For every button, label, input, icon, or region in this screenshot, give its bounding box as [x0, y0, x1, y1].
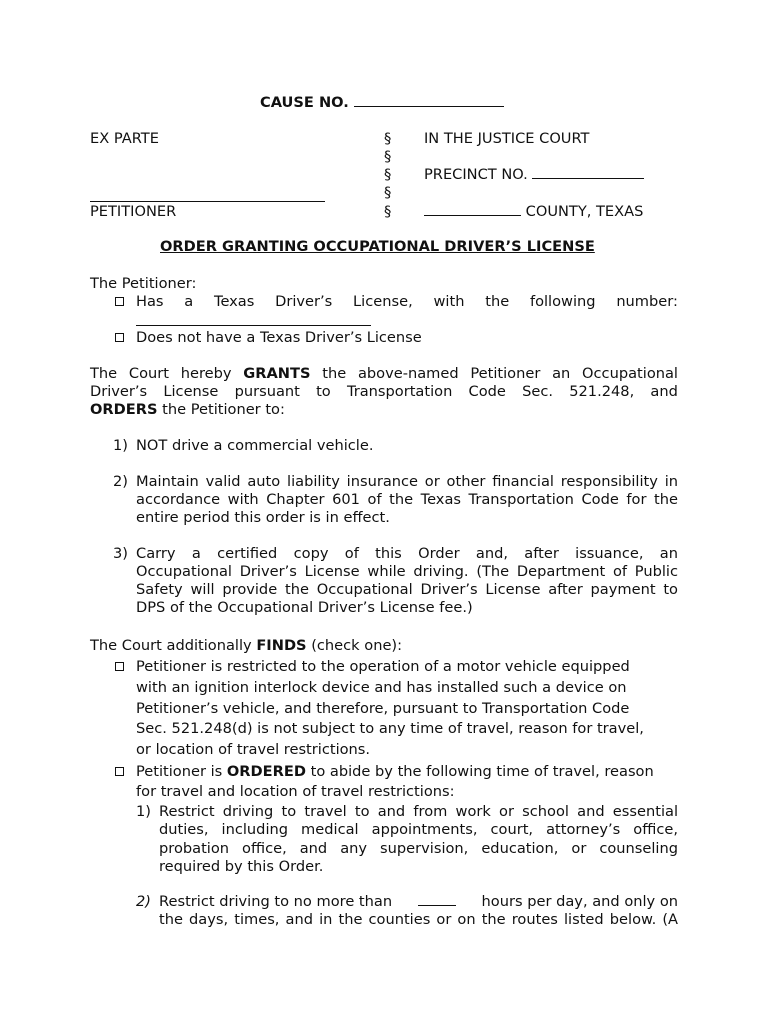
word: License, — [353, 293, 413, 310]
section-symbol: § — [384, 148, 392, 165]
word: Court — [128, 365, 169, 382]
petitioner-name-blank[interactable] — [90, 201, 325, 202]
restriction-1-line: Restrict driving to travel to and from work or school and essential — [159, 803, 678, 820]
word: hereby — [180, 365, 232, 382]
no-license-checkbox[interactable] — [115, 333, 124, 342]
section-symbol: § — [384, 130, 392, 147]
ordered-keyword: ORDERED — [226, 763, 306, 780]
word: a — [184, 293, 194, 310]
restrictions-text: Petitioner is — [136, 763, 227, 780]
grant-line-1 — [90, 365, 678, 383]
petitioner-label: PETITIONER — [90, 203, 177, 220]
grants-keyword: GRANTS — [243, 365, 311, 382]
restriction-2-text: Restrict driving to no more than — [159, 893, 393, 910]
word: the — [322, 365, 347, 382]
order-number: 3) — [113, 545, 128, 562]
section-symbol: § — [384, 184, 392, 201]
ex-parte-label: EX PARTE — [90, 130, 159, 147]
interlock-line: Petitioner’s vehicle, and therefore, pursuant to Transportation Code — [136, 700, 630, 717]
restrictions-checkbox[interactable] — [115, 767, 124, 776]
grant-line-3-text: the Petitioner to: — [157, 401, 285, 418]
precinct — [424, 166, 644, 184]
restriction-number: 2) — [136, 893, 151, 910]
cause-number-label: CAUSE NO. — [260, 94, 349, 111]
word: Transportation — [346, 383, 453, 400]
word: following — [529, 293, 596, 310]
orders-keyword: ORDERS — [90, 401, 158, 418]
word: Sec. — [522, 383, 554, 400]
precinct-blank[interactable] — [532, 166, 644, 179]
word: 521.248, — [569, 383, 635, 400]
restrictions-line — [136, 763, 654, 781]
order-3-line: DPS of the Occupational Driver’s License fee.) — [136, 599, 473, 616]
precinct-label: PRECINCT NO. — [424, 166, 528, 183]
restriction-1-line: required by this Order. — [159, 858, 324, 875]
finds-intro — [90, 637, 402, 655]
restriction-2-line-2: the days, times, and in the counties or on the routes listed below. (A — [159, 911, 678, 928]
word: above-named — [357, 365, 459, 382]
order-3-line: Occupational Driver’s License while driving. (The Department of Public — [136, 563, 678, 580]
word: the — [485, 293, 510, 310]
order-number: 1) — [113, 437, 128, 454]
grant-line-2 — [90, 383, 678, 401]
county — [424, 203, 643, 221]
word: to — [316, 383, 331, 400]
restriction-2-text: hours per day, and only on — [481, 893, 678, 910]
word: and — [650, 383, 678, 400]
restrictions-text: to abide by the following time of travel, reason — [305, 763, 654, 780]
order-3-line: Safety will provide the Occupational Driver’s License after payment to — [136, 581, 678, 598]
restrictions-line: for travel and location of travel restrictions: — [136, 783, 455, 800]
word: number: — [616, 293, 678, 310]
section-symbol: § — [384, 166, 392, 183]
section-symbol: § — [384, 203, 392, 220]
petitioner-section-label: The Petitioner: — [90, 275, 197, 292]
word: License — [163, 383, 219, 400]
hours-per-day-blank[interactable] — [418, 893, 456, 906]
restriction-1-line: duties, including medical appointments, court, attorney’s office, — [159, 821, 678, 838]
word: an — [552, 365, 571, 382]
cause-number-blank[interactable] — [354, 94, 504, 107]
word: Code — [468, 383, 506, 400]
county-blank[interactable] — [424, 203, 521, 216]
interlock-line: with an ignition interlock device and has installed such a device on — [136, 679, 627, 696]
word: Driver’s — [275, 293, 333, 310]
word: Occupational — [582, 365, 678, 382]
restriction-2-line-1 — [159, 893, 678, 911]
license-number-blank[interactable] — [136, 325, 371, 326]
county-label: COUNTY, TEXAS — [525, 203, 644, 220]
restriction-1-line: probation office, and any supervision, education, or counseling — [159, 840, 678, 857]
finds-intro-text: The Court additionally — [90, 637, 257, 654]
order-number: 2) — [113, 473, 128, 490]
word: Texas — [214, 293, 255, 310]
court-name: IN THE JUSTICE COURT — [424, 130, 590, 147]
word: Has — [136, 293, 164, 310]
has-license-checkbox[interactable] — [115, 297, 124, 306]
word: Petitioner — [470, 365, 541, 382]
interlock-line: Sec. 521.248(d) is not subject to any time of travel, reason for travel, — [136, 720, 644, 737]
interlock-line: Petitioner is restricted to the operation of a motor vehicle equipped — [136, 658, 630, 675]
order-2-line: entire period this order is in effect. — [136, 509, 390, 526]
order-2-line: accordance with Chapter 601 of the Texas Transportation Code for the — [136, 491, 678, 508]
word: Driver’s — [90, 383, 148, 400]
order-3-line: Carry a certified copy of this Order and, after issuance, an — [136, 545, 678, 562]
page-title: ORDER GRANTING OCCUPATIONAL DRIVER’S LICENSE — [160, 238, 595, 255]
has-license-option — [136, 293, 678, 311]
order-2-line: Maintain valid auto liability insurance or other financial responsibility in — [136, 473, 678, 490]
order-1-text: NOT drive a commercial vehicle. — [136, 437, 374, 454]
grant-line-3 — [90, 401, 285, 419]
word: with — [433, 293, 465, 310]
finds-keyword: FINDS — [256, 637, 307, 654]
restriction-number: 1) — [136, 803, 151, 820]
no-license-option: Does not have a Texas Driver’s License — [136, 329, 422, 346]
word: pursuant — [234, 383, 300, 400]
cause-number — [260, 94, 504, 112]
interlock-line: or location of travel restrictions. — [136, 741, 371, 758]
word: The — [90, 365, 118, 382]
interlock-checkbox[interactable] — [115, 662, 124, 671]
finds-intro-text: (check one): — [306, 637, 403, 654]
